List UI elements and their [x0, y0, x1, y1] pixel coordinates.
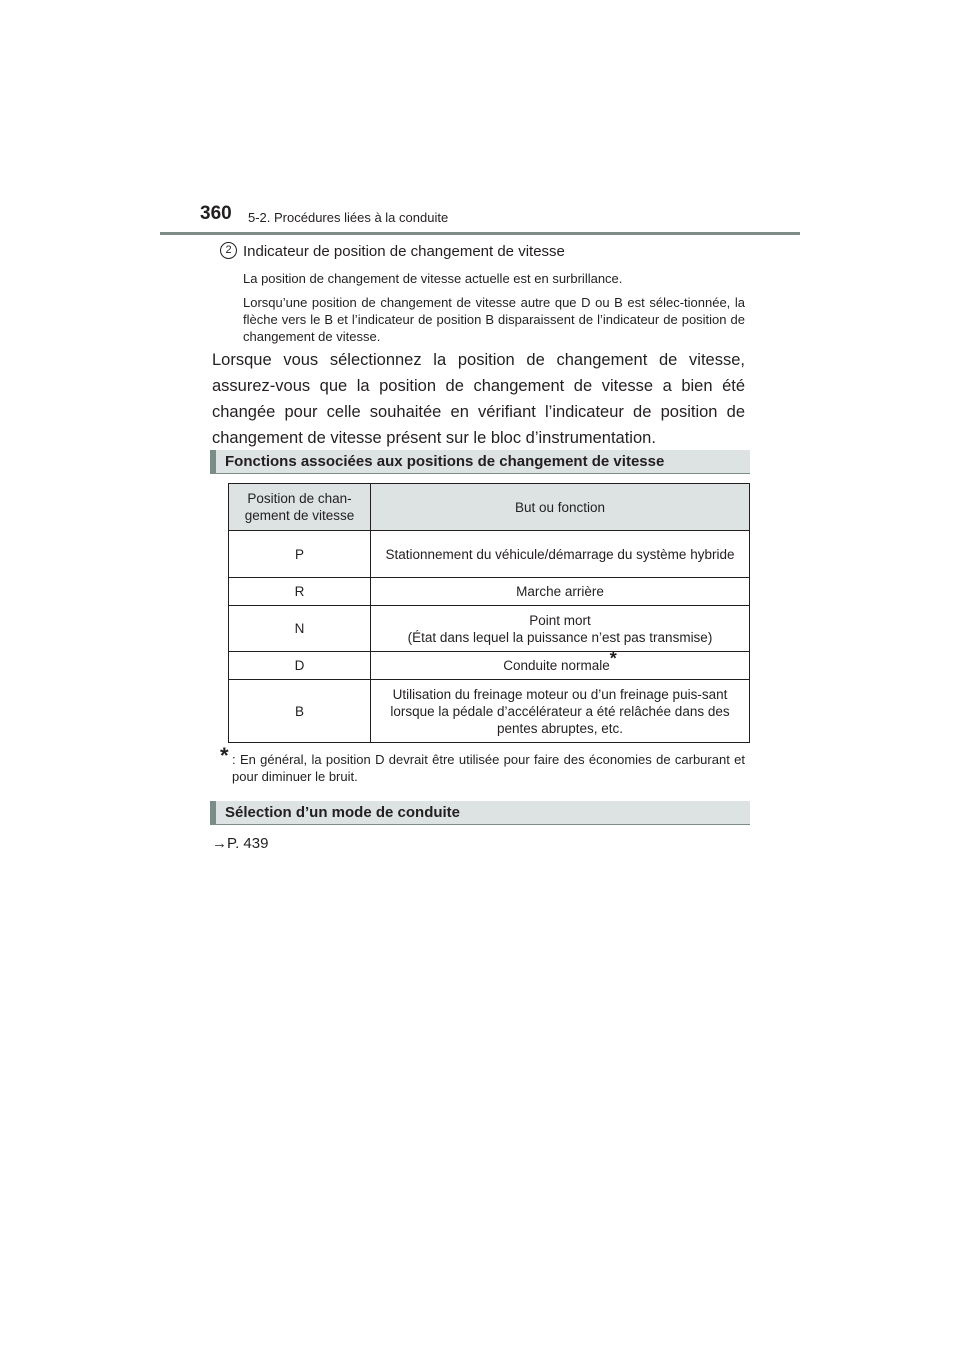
cell-function-text: Conduite normale [503, 658, 610, 673]
cell-function-text: Point mort (État dans lequel la puissance n’est pas transmise) [407, 612, 713, 645]
table-row [229, 531, 750, 578]
cell-function: Utilisation du freinage moteur ou d’un freinage puis-sant lorsque la pédale d’accélérateur a été relâchée dans des pentes abruptes, etc. [371, 680, 750, 743]
gear-position-table [228, 483, 750, 743]
header-position: Position de chan-gement de vitesse [229, 484, 371, 531]
cell-function [371, 648, 750, 680]
section-label: 5-2. Procédures liées à la conduite [248, 210, 449, 225]
footnote-star: * [220, 743, 229, 768]
footnote-text [232, 751, 745, 785]
table-header-row [229, 484, 750, 531]
cell-function: Stationnement du véhicule/démarrage du système hybride [371, 531, 750, 578]
table-row [229, 652, 750, 680]
section-heading-drive-mode: Sélection d’un mode de conduite [210, 801, 750, 825]
cell-position: R [229, 578, 371, 606]
cell-position: B [229, 680, 371, 743]
table-row [229, 606, 750, 652]
cell-position: P [229, 531, 371, 578]
cell-function: Marche arrière [371, 578, 750, 606]
page-reference[interactable] [212, 835, 268, 852]
table-row [229, 680, 750, 743]
cell-function [371, 606, 750, 652]
item-description-2: Lorsqu’une position de changement de vitesse autre que D ou B est sélec-tionnée, la flèche vers le B et l’indicateur de position B disparaissent de l’indicateur de position de changement de vitesse. [243, 295, 745, 344]
page-reference-text: P. 439 [227, 835, 269, 852]
footnote-prefix: : [232, 752, 236, 767]
item-description-1: La position de changement de vitesse actuelle est en surbrillance. [243, 271, 623, 286]
arrow-right-icon: → [212, 835, 227, 852]
item-number-badge: 2 [220, 242, 237, 259]
item-title: Indicateur de position de changement de vitesse [243, 243, 565, 260]
footnote-body: En général, la position D devrait être utilisée pour faire des économies de carburant et pour diminuer le bruit. [232, 752, 745, 784]
section-heading-gear-functions: Fonctions associées aux positions de changement de vitesse [210, 450, 750, 474]
header-rule [160, 232, 800, 235]
body-paragraph: Lorsque vous sélectionnez la position de changement de vitesse, assurez-vous que la position de changement de vitesse a bien été changée pour celle souhaitée en vérifiant l’indicateur de position de changement de vitesse présent sur le bloc d’instrumentation. [212, 351, 745, 447]
footnote-mark: * [609, 648, 617, 669]
cell-position: D [229, 652, 371, 680]
table-row [229, 578, 750, 606]
header-function: But ou fonction [371, 484, 750, 531]
cell-position: N [229, 606, 371, 652]
page-number: 360 [200, 203, 232, 224]
